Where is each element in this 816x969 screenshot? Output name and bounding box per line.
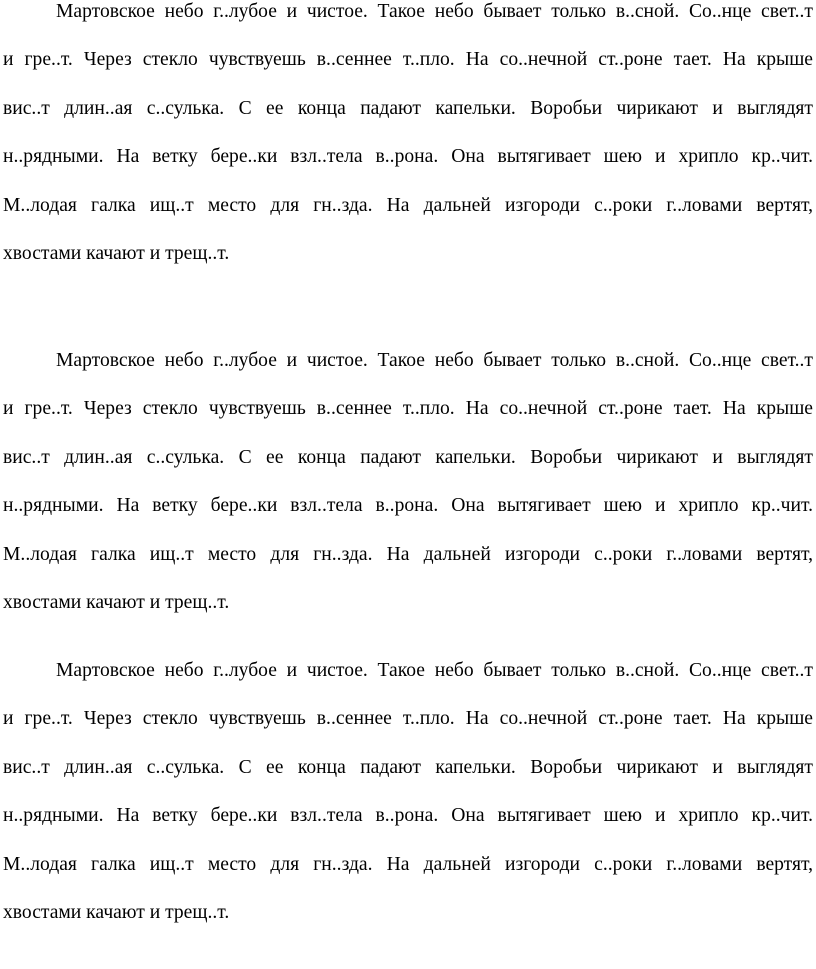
paragraph-line: Мартовское небо г..лубое и чистое. Такое небо бывает только в..сной. Со..нце свет..т <box>56 660 813 681</box>
paragraph-line: М..лодая галка ищ..т место для гн..зда. На дальней изгороди с..роки г..ловами вертят, <box>3 195 813 216</box>
paragraph-line: вис..т длин..ая с..сулька. С ее конца падают капельки. Воробьи чирикают и выглядят <box>3 447 813 468</box>
paragraph-line: М..лодая галка ищ..т место для гн..зда. На дальней изгороди с..роки г..ловами вертят, <box>3 544 813 565</box>
paragraph-line: и гре..т. Через стекло чувствуешь в..сеннее т..пло. На со..нечной ст..роне тает. На крыше <box>3 49 813 70</box>
paragraph-line: н..рядными. На ветку бере..ки взл..тела в..рона. Она вытягивает шею и хрипло кр..чит. <box>3 146 813 167</box>
paragraph-line: вис..т длин..ая с..сулька. С ее конца падают капельки. Воробьи чирикают и выглядят <box>3 98 813 119</box>
paragraph-line: н..рядными. На ветку бере..ки взл..тела в..рона. Она вытягивает шею и хрипло кр..чит. <box>3 495 813 516</box>
paragraph-line: н..рядными. На ветку бере..ки взл..тела в..рона. Она вытягивает шею и хрипло кр..чит. <box>3 805 813 826</box>
paragraph-line: и гре..т. Через стекло чувствуешь в..сеннее т..пло. На со..нечной ст..роне тает. На крыше <box>3 398 813 419</box>
paragraph-line: Мартовское небо г..лубое и чистое. Такое небо бывает только в..сной. Со..нце свет..т <box>56 1 813 22</box>
paragraph-line: хвостами качают и трещ..т. <box>3 592 230 613</box>
paragraph-line: хвостами качают и трещ..т. <box>3 902 230 923</box>
paragraph-line: вис..т длин..ая с..сулька. С ее конца падают капельки. Воробьи чирикают и выглядят <box>3 757 813 778</box>
paragraph-line: М..лодая галка ищ..т место для гн..зда. На дальней изгороди с..роки г..ловами вертят, <box>3 854 813 875</box>
paragraph-line: хвостами качают и трещ..т. <box>3 243 230 264</box>
paragraph-line: Мартовское небо г..лубое и чистое. Такое небо бывает только в..сной. Со..нце свет..т <box>56 350 813 371</box>
paragraph-line: и гре..т. Через стекло чувствуешь в..сеннее т..пло. На со..нечной ст..роне тает. На крыше <box>3 708 813 729</box>
